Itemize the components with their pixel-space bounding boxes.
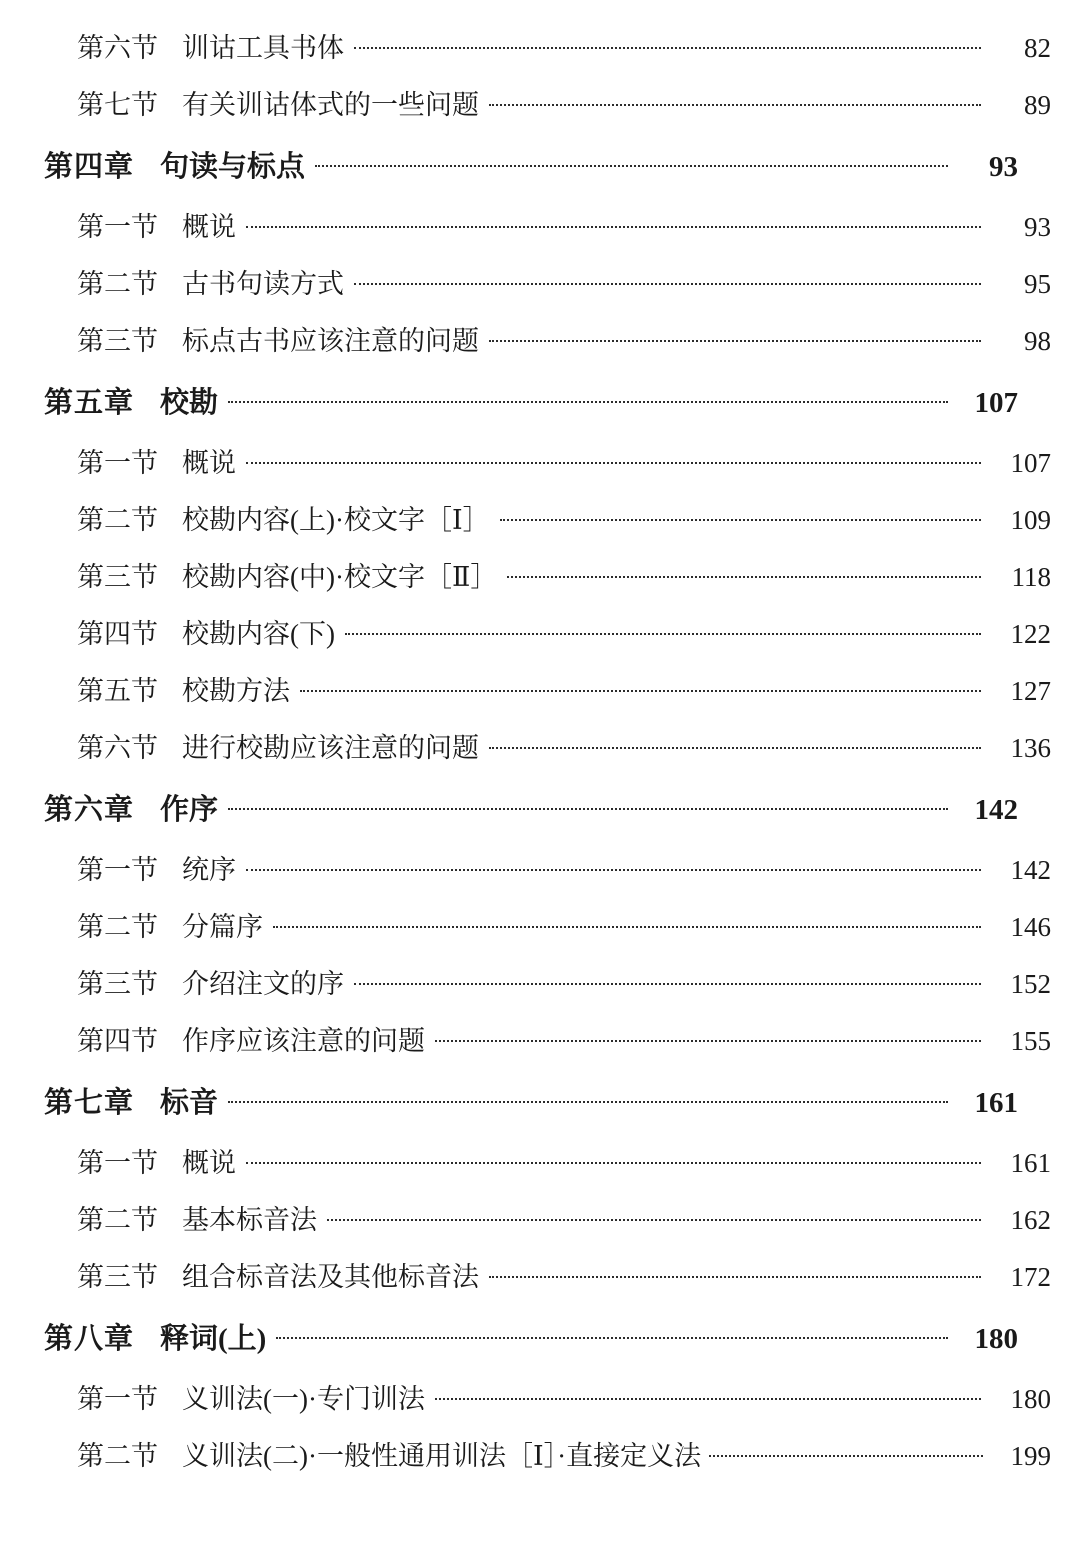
toc-entry-page-number: 118 — [1011, 562, 1051, 592]
toc-entry-number: 第一节 — [77, 1384, 158, 1414]
toc-entry-number: 第六节 — [77, 733, 158, 763]
toc-entry-number: 第一节 — [77, 212, 158, 242]
toc-entry[interactable] — [44, 1198, 1051, 1237]
toc-entry[interactable] — [44, 205, 1051, 244]
toc-entry-number: 第三节 — [77, 969, 158, 999]
toc-entry-number: 第五节 — [77, 676, 158, 706]
toc-leader-dots — [246, 1145, 981, 1172]
toc-entry-title: 有关训诂体式的一些问题 — [182, 90, 479, 120]
toc-entry-page-number: 161 — [1010, 1148, 1051, 1178]
toc-entry-title: 义训法(一)·专门训法 — [182, 1384, 425, 1414]
toc-leader-dots — [315, 147, 948, 176]
toc-entry-title: 作序应该注意的问题 — [182, 1026, 425, 1056]
toc-entry-number: 第二节 — [77, 1205, 158, 1235]
toc-entry-title: 训诂工具书体 — [182, 33, 344, 63]
toc-entry[interactable] — [44, 962, 1051, 1001]
toc-entry-page-number: 162 — [1010, 1205, 1051, 1235]
toc-entry[interactable] — [44, 555, 1051, 594]
toc-entry-title: 校勘内容(中)·校文字［Ⅱ］ — [182, 562, 498, 592]
toc-entry[interactable] — [44, 498, 1051, 537]
toc-entry-title: 句读与标点 — [160, 151, 306, 183]
toc-entry-number: 第四节 — [77, 619, 158, 649]
toc-entry-title: 标音 — [160, 1087, 219, 1119]
toc-leader-dots — [489, 1259, 981, 1286]
toc-entry-page-number: 146 — [1010, 912, 1051, 942]
toc-leader-dots — [489, 730, 981, 757]
toc-entry[interactable] — [44, 83, 1051, 122]
toc-entry[interactable] — [44, 669, 1051, 708]
toc-leader-dots — [435, 1381, 981, 1408]
toc-entry-page-number: 155 — [1010, 1026, 1051, 1056]
toc-entry-title: 组合标音法及其他标音法 — [182, 1262, 479, 1292]
toc-entry-page-number: 122 — [1010, 619, 1051, 649]
toc-leader-dots — [273, 909, 981, 936]
toc-entry-page-number: 152 — [1010, 969, 1051, 999]
toc-entry-page-number: 82 — [1024, 33, 1051, 63]
toc-entry[interactable] — [44, 1316, 1018, 1357]
toc-entry[interactable] — [44, 1377, 1051, 1416]
toc-entry-title: 校勘内容(下) — [182, 619, 335, 649]
toc-entry-page-number: 180 — [1010, 1384, 1051, 1414]
toc-leader-dots — [507, 559, 981, 586]
toc-leader-dots — [228, 1083, 948, 1112]
toc-leader-dots — [246, 209, 981, 236]
toc-entry-page-number: 93 — [1024, 212, 1051, 242]
toc-entry[interactable] — [44, 1255, 1051, 1294]
toc-leader-dots — [246, 852, 981, 879]
toc-entry[interactable] — [44, 612, 1051, 651]
toc-leader-dots — [435, 1023, 981, 1050]
toc-leader-dots — [354, 966, 981, 993]
toc-leader-dots — [300, 673, 981, 700]
toc-entry-number: 第七节 — [77, 90, 158, 120]
toc-entry-title: 分篇序 — [182, 912, 263, 942]
toc-entry-title: 概说 — [182, 212, 236, 242]
toc-entry[interactable] — [44, 1080, 1018, 1121]
toc-leader-dots — [327, 1202, 981, 1229]
toc-entry-page-number: 142 — [974, 794, 1018, 826]
toc-entry-title: 概说 — [182, 448, 236, 478]
toc-entry-title: 统序 — [182, 855, 236, 885]
toc-entry-title: 古书句读方式 — [182, 269, 344, 299]
toc-leader-dots — [345, 616, 981, 643]
toc-entry-page-number: 142 — [1010, 855, 1051, 885]
toc-entry-page-number: 95 — [1024, 269, 1051, 299]
toc-entry[interactable] — [44, 1019, 1051, 1058]
toc-entry-page-number: 93 — [989, 151, 1018, 183]
toc-entry-title: 校勘内容(上)·校文字［Ⅰ］ — [182, 505, 490, 535]
toc-entry-number: 第八章 — [44, 1323, 135, 1355]
toc-entry-title: 介绍注文的序 — [182, 969, 344, 999]
toc-entry[interactable] — [44, 262, 1051, 301]
toc-leader-dots — [500, 502, 981, 529]
toc-entry-title: 校勘 — [160, 387, 219, 419]
toc-entry[interactable] — [44, 905, 1051, 944]
toc-entry-number: 第四节 — [77, 1026, 158, 1056]
toc-leader-dots — [246, 445, 981, 472]
toc-entry-page-number: 127 — [1010, 676, 1051, 706]
toc-entry-page-number: 109 — [1010, 505, 1051, 535]
toc-entry[interactable] — [44, 144, 1018, 185]
toc-entry-number: 第四章 — [44, 151, 135, 183]
toc-entry-title: 校勘方法 — [182, 676, 290, 706]
toc-entry-number: 第一节 — [77, 448, 158, 478]
toc-entry-number: 第三节 — [77, 1262, 158, 1292]
toc-entry-title: 标点古书应该注意的问题 — [182, 326, 479, 356]
toc-entry-number: 第七章 — [44, 1087, 135, 1119]
toc-entry[interactable] — [44, 380, 1018, 421]
toc-entry-number: 第二节 — [77, 269, 158, 299]
toc-entry-page-number: 180 — [974, 1323, 1018, 1355]
toc-entry-page-number: 98 — [1024, 326, 1051, 356]
toc-entry-page-number: 172 — [1010, 1262, 1051, 1292]
toc-entry-title: 概说 — [182, 1148, 236, 1178]
toc-entry-number: 第二节 — [77, 505, 158, 535]
toc-entry[interactable] — [44, 26, 1051, 65]
toc-leader-dots — [354, 30, 981, 57]
toc-entry-page-number: 89 — [1024, 90, 1051, 120]
toc-entry-page-number: 161 — [974, 1087, 1018, 1119]
toc-entry-title: 释词(上) — [160, 1323, 267, 1355]
toc-entry-page-number: 107 — [1010, 448, 1051, 478]
toc-leader-dots — [228, 383, 948, 412]
toc-entry[interactable] — [44, 441, 1051, 480]
toc-entry-page-number: 136 — [1010, 733, 1051, 763]
toc-entry[interactable] — [44, 726, 1051, 765]
toc-entry[interactable] — [44, 319, 1051, 358]
toc-entry-title: 基本标音法 — [182, 1205, 317, 1235]
toc-entry-number: 第六章 — [44, 794, 135, 826]
toc-entry-title: 作序 — [160, 794, 219, 826]
toc-entry-number: 第一节 — [77, 855, 158, 885]
toc-entry[interactable] — [44, 1141, 1051, 1180]
toc-entry-number: 第二节 — [77, 1441, 158, 1471]
toc-entry-title: 义训法(二)·一般性通用训法［Ⅰ］·直接定义法 — [182, 1441, 702, 1471]
toc-leader-dots — [709, 1438, 983, 1465]
toc-entry-number: 第三节 — [77, 562, 158, 592]
toc-entry-number: 第三节 — [77, 326, 158, 356]
toc-entry-title: 进行校勘应该注意的问题 — [182, 733, 479, 763]
toc-entry-number: 第五章 — [44, 387, 135, 419]
toc-entry-page-number: 199 — [1010, 1441, 1051, 1471]
toc-entry-number: 第一节 — [77, 1148, 158, 1178]
toc-entry[interactable] — [44, 848, 1051, 887]
toc-leader-dots — [489, 87, 981, 114]
toc-leader-dots — [354, 266, 981, 293]
toc-entry-number: 第二节 — [77, 912, 158, 942]
toc-entry-page-number: 107 — [974, 387, 1018, 419]
toc-leader-dots — [276, 1319, 948, 1348]
toc-leader-dots — [489, 323, 981, 350]
toc-leader-dots — [228, 790, 948, 819]
toc-entry-number: 第六节 — [77, 33, 158, 63]
toc-entry[interactable] — [44, 787, 1018, 828]
toc-entry[interactable] — [44, 1434, 1051, 1473]
